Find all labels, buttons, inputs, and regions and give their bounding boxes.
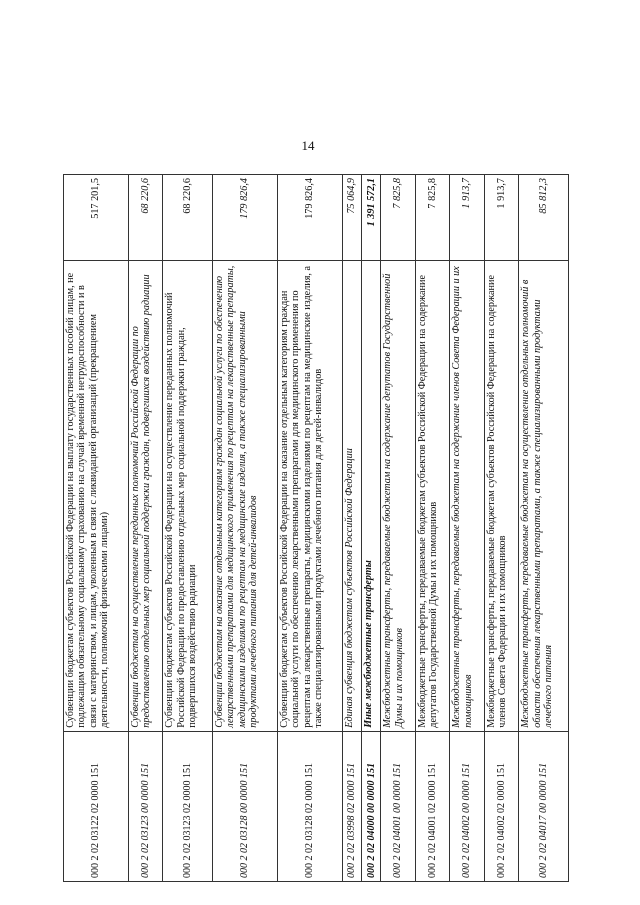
row-name: Межбюджетные трансферты, передаваемые бюджетам субъектов Российской Федерации на содержание депутатов Государственной Думы и их помощников — [415, 260, 449, 731]
row-name: Субвенции бюджетам субъектов Российской Федерации на выплату государственных пособий лицам, не подлежащим обязательному социальному страхованию на случай временной нетрудоспособности и в связи с материнством, и лицам, уволенным в связи с ликвидацией организаций (прекращением деятельности, полномочий физическими лицами) — [64, 260, 129, 731]
row-amount: 179 826,4 — [277, 175, 342, 261]
row-amount: 68 220,6 — [128, 175, 162, 261]
table-row — [128, 175, 162, 882]
row-name: Межбюджетные трансферты, передаваемые бюджетам на осуществление отдельных полномочий в области обеспечения лекарственными препаратами, а также специализированными продуктами лечебного питания — [519, 260, 569, 731]
table-row — [163, 175, 213, 882]
table-row — [64, 175, 129, 882]
row-amount: 517 201,5 — [64, 175, 129, 261]
table-row — [450, 175, 484, 882]
row-code: 000 2 02 03123 00 0000 151 — [128, 731, 162, 881]
row-amount: 7 825,8 — [381, 175, 415, 261]
table-row — [277, 175, 342, 882]
row-amount: 75 064,9 — [342, 175, 361, 261]
table-row — [342, 175, 361, 882]
row-code: 000 2 02 03128 02 0000 151 — [277, 731, 342, 881]
table-row — [381, 175, 415, 882]
row-code: 000 2 02 04002 02 0000 151 — [484, 731, 518, 881]
row-name: Субвенции бюджетам субъектов Российской Федерации на оказание отдельным категориям граждан социальной услуги по обеспечению лекарственными препаратами для медицинского применения по рецептам на лекарственные препараты, медицинскими изделиями по рецептам на медицинские изделия, а также специализированными продуктами лечебного питания для детей-инвалидов — [277, 260, 342, 731]
rotated-table-container — [63, 174, 569, 882]
row-name: Единая субвенция бюджетам субъектов Российской Федерации — [342, 260, 361, 731]
row-code: 000 2 02 03128 00 0000 151 — [213, 731, 278, 881]
budget-table-body — [64, 175, 569, 882]
row-code: 000 2 02 03123 02 0000 151 — [163, 731, 213, 881]
row-amount: 1 391 572,1 — [362, 175, 381, 261]
table-row — [415, 175, 449, 882]
row-name: Субвенции бюджетам на оказание отдельным категориям граждан социальной услуги по обеспечению лекарственными препаратами для медицинского применения по рецептам на лекарственные препараты, медицинскими изделиями по рецептам на медицинские изделия, а также специализированными продуктами лечебного питания для детей-инвалидов — [213, 260, 278, 731]
row-amount: 179 826,4 — [213, 175, 278, 261]
row-name: Межбюджетные трансферты, передаваемые бюджетам на содержание членов Совета Федерации и их помощников — [450, 260, 484, 731]
row-amount: 1 913,7 — [450, 175, 484, 261]
row-code: 000 2 02 04001 00 0000 151 — [381, 731, 415, 881]
row-code: 000 2 02 04000 00 0000 151 — [362, 731, 381, 881]
row-name: Межбюджетные трансферты, передаваемые бюджетам на содержание депутатов Государственной Думы и их помощников — [381, 260, 415, 731]
table-row — [519, 175, 569, 882]
row-amount: 7 825,8 — [415, 175, 449, 261]
table-row — [213, 175, 278, 882]
row-amount: 68 220,6 — [163, 175, 213, 261]
row-code: 000 2 02 03998 02 0000 151 — [342, 731, 361, 881]
row-code: 000 2 02 04017 00 0000 151 — [519, 731, 569, 881]
row-name: Субвенции бюджетам на осуществление переданных полномочий Российской Федерации по предоставлению отдельных мер социальной поддержки граждан, подвергшихся воздействию радиации — [128, 260, 162, 731]
row-name: Субвенции бюджетам субъектов Российской Федерации на осуществление переданных полномочий Российской Федерации по предоставлению отдельных мер социальной поддержки граждан, подвергшихся воздействию радиации — [163, 260, 213, 731]
table-row — [362, 175, 381, 882]
table-row — [484, 175, 518, 882]
budget-table — [63, 174, 569, 882]
row-amount: 1 913,7 — [484, 175, 518, 261]
row-code: 000 2 02 04002 00 0000 151 — [450, 731, 484, 881]
row-name: Иные межбюджетные трансферты — [362, 260, 381, 731]
page-number: 14 — [301, 138, 315, 153]
row-code: 000 2 02 04001 02 0000 151 — [415, 731, 449, 881]
row-amount: 85 812,3 — [519, 175, 569, 261]
row-name: Межбюджетные трансферты, передаваемые бюджетам субъектов Российской Федерации на содержание членов Совета Федерации и их помощников — [484, 260, 518, 731]
row-code: 000 2 02 03122 02 0000 151 — [64, 731, 129, 881]
